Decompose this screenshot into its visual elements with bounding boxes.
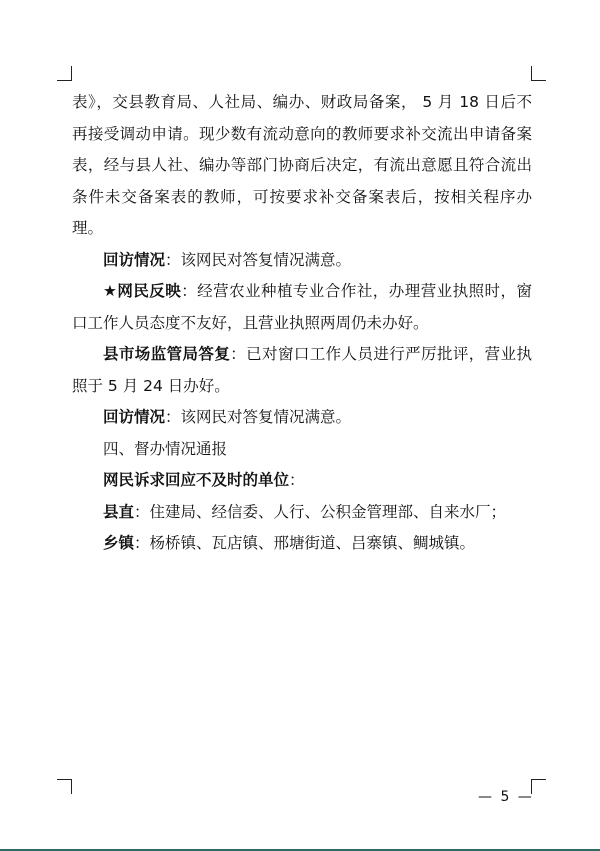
paragraph-text: ：该网民对答复情况满意。: [165, 408, 352, 426]
paragraph-continuation: [72, 87, 532, 245]
paragraph-lead: 网民诉求回应不及时的单位: [103, 471, 290, 489]
paragraph-followup-1: [72, 245, 532, 277]
crop-mark-bottom-left: [57, 779, 72, 794]
paragraph-lead: ★网民反映: [103, 282, 182, 300]
paragraph-text: ：已对窗口工作人员进行严厉批评，营业执照于 5 月 24 日办好。: [72, 345, 532, 395]
crop-mark-top-left: [57, 66, 72, 81]
heading-text: 四、督办情况通报: [103, 439, 228, 458]
paragraph-unit-list-title: [72, 465, 532, 497]
paragraph-text: ：经营农业种植专业合作社，办理营业执照时，窗口工作人员态度不友好，且营业执照两周仍未办好。: [72, 282, 532, 332]
paragraph-lead: 县直: [103, 502, 135, 521]
page-number: — 5 —: [478, 789, 534, 805]
section-heading: [72, 434, 532, 466]
paragraph-text: ：杨桥镇、瓦店镇、邢塘街道、吕寨镇、鲷城镇。: [134, 534, 476, 552]
paragraph-lead: 回访情况: [103, 250, 166, 269]
paragraph-lead: 乡镇: [103, 534, 135, 552]
paragraph-lead: 回访情况: [103, 408, 166, 426]
paragraph-text: ：: [289, 471, 305, 489]
paragraph-township-units: [72, 528, 532, 560]
paragraph-text: 表》，交县教育局、人社局、编办、财政局备案， 5 月 18 日后不再接受调动申请。现少数有流动意向的教师要求补交流出申请备案表，经与县人社、编办等部门协商后决定，有流出意愿且符合流出条件未交备案表的教师，可按要求补交备案表后，按相关程序办理。: [72, 93, 532, 237]
paragraph-citizen-report: [72, 276, 532, 339]
document-body: [72, 87, 532, 560]
paragraph-text: ：该网民对答复情况满意。: [165, 250, 352, 269]
paragraph-reply: [72, 339, 532, 402]
paragraph-text: ：住建局、经信委、人行、公积金管理部、自来水厂；: [134, 502, 507, 521]
paragraph-lead: 县市场监管局答复: [103, 345, 231, 363]
paragraph-followup-2: [72, 402, 532, 434]
paragraph-county-units: [72, 497, 532, 529]
crop-mark-top-right: [531, 66, 546, 81]
